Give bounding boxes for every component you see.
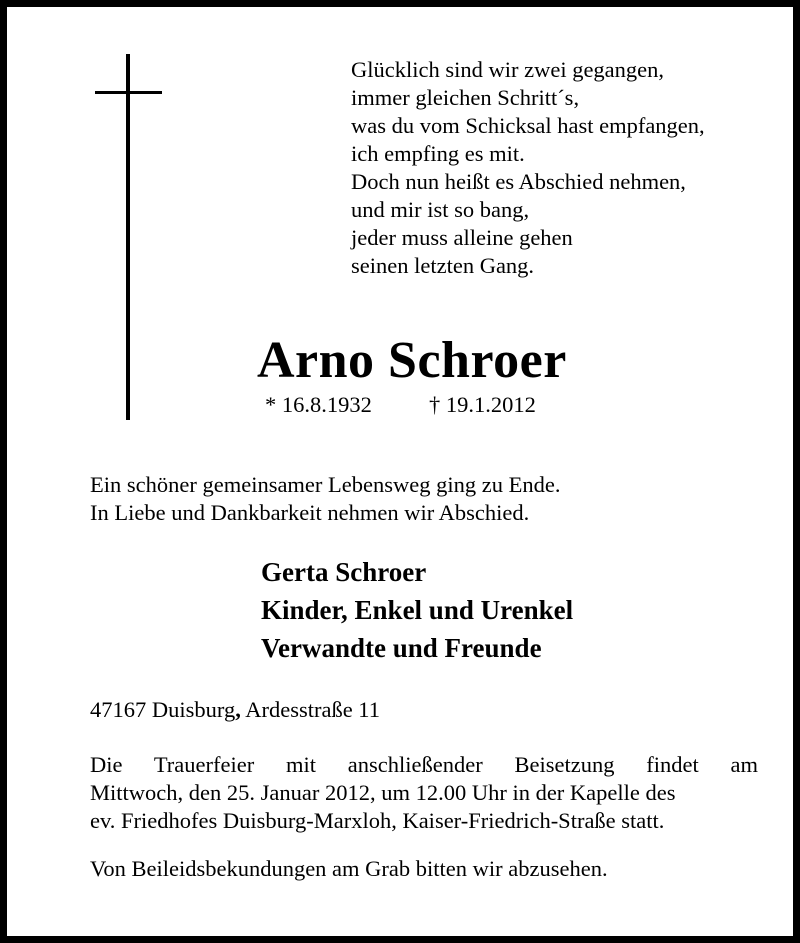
mourner-entry: Kinder, Enkel und Urenkel (261, 595, 574, 625)
address-separator: , (235, 697, 241, 722)
service-line: ev. Friedhofes Duisburg-Marxloh, Kaiser-Friedrich-Straße statt. (90, 808, 665, 833)
cross-horizontal-bar (95, 91, 162, 94)
birth-date: * 16.8.1932 (265, 392, 372, 417)
cross-vertical-bar (126, 54, 130, 420)
service-line: Mittwoch, den 25. Januar 2012, um 12.00 Uhr in der Kapelle des (90, 780, 676, 805)
poem-line: Doch nun heißt es Abschied nehmen, (351, 169, 686, 194)
tribute-line: In Liebe und Dankbarkeit nehmen wir Abschied. (90, 500, 530, 525)
condolence-note: Von Beileidsbekundungen am Grab bitten wir abzusehen. (90, 856, 608, 881)
poem-line: immer gleichen Schritt´s, (351, 85, 580, 110)
mourner-entry: Verwandte und Freunde (261, 633, 542, 663)
mourner-entry: Gerta Schroer (261, 557, 427, 587)
funeral-service-info (90, 751, 758, 835)
deceased-name: Arno Schroer (257, 332, 567, 389)
poem-line: jeder muss alleine gehen (351, 225, 573, 250)
address-city: 47167 Duisburg (90, 697, 236, 722)
tribute-text (90, 471, 560, 527)
poem-line: Glücklich sind wir zwei gegangen, (351, 57, 665, 82)
death-date: † 19.1.2012 (429, 392, 536, 417)
poem (351, 56, 705, 280)
family-address (90, 695, 380, 725)
poem-line: was du vom Schicksal hast empfangen, (351, 113, 705, 138)
mourners-list (261, 553, 573, 667)
poem-line: ich empfing es mit. (351, 141, 525, 166)
service-line: Die Trauerfeier mit anschließender Beisetzung findet am (90, 752, 758, 777)
address-street: Ardesstraße 11 (240, 697, 380, 722)
poem-line: und mir ist so bang, (351, 197, 530, 222)
poem-line: seinen letzten Gang. (351, 253, 535, 278)
life-dates (265, 391, 536, 419)
tribute-line: Ein schöner gemeinsamer Lebensweg ging zu Ende. (90, 472, 561, 497)
